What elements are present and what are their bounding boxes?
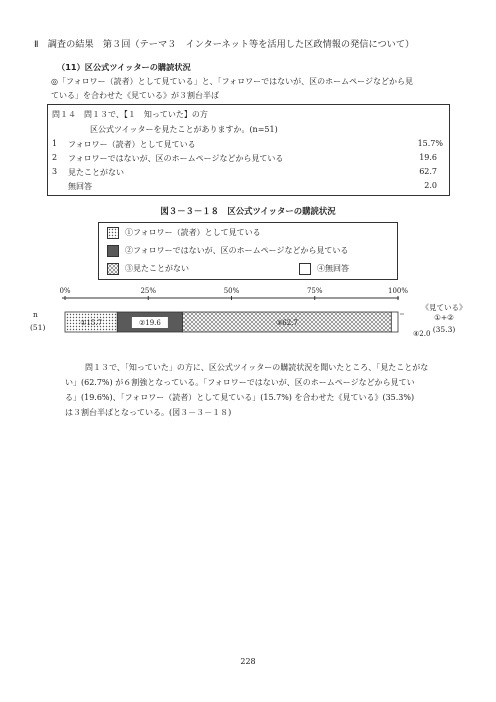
option-label-2: フォロワーではないが、区のホームページなどから見ている xyxy=(68,154,284,163)
lead-line-2: ている」を合わせた《見ている》が３割台半ば xyxy=(51,91,219,100)
n-label: n xyxy=(33,310,38,319)
legend-label-1: ①フォロワー（読者）として見ている xyxy=(125,228,261,237)
stacked-bar-chart xyxy=(0,286,496,346)
legend-swatch-4 xyxy=(299,263,311,275)
legend-label-2: ②フォロワーではないが、区のホームページなどから見ている xyxy=(125,246,349,255)
annotation-line-1: 《見ている》 xyxy=(421,303,467,312)
option-pct-2: 19.6 xyxy=(419,153,437,162)
question-line-1: 問１４ 問１３で、【１ 知っていた】の方 xyxy=(52,110,208,119)
chart-legend xyxy=(98,222,398,280)
data-label-4: ④2.0 xyxy=(413,330,431,338)
body-line-4: は３割台半ばとなっている。(図３－３－１８) xyxy=(65,408,232,417)
bar-segment-4 xyxy=(391,312,398,332)
page-number: 228 xyxy=(240,657,256,666)
option-pct-3: 62.7 xyxy=(419,167,437,176)
option-label-1: フォロワー（読者）として見ている xyxy=(68,140,196,149)
legend-swatch-3 xyxy=(107,263,119,275)
option-label-3: 見たことがない xyxy=(68,168,124,177)
body-line-3: る」(19.6%)、「フォロワー（読者）として見ている」(15.7%) を合わせた《見ている》(35.3%) xyxy=(65,393,415,402)
option-num-1: 1 xyxy=(52,139,58,148)
option-label-4: 無回答 xyxy=(68,182,92,191)
annotation-value: (35.3) xyxy=(432,325,456,334)
option-pct-1: 15.7% xyxy=(417,139,443,148)
body-line-2: い」(62.7%) が６割強となっている。「フォロワーではないが、区のホームページなどから見てい xyxy=(65,378,415,387)
chart-title: 図３－３－１８ 区公式ツイッターの購読状況 xyxy=(160,206,336,216)
option-pct-4: 2.0 xyxy=(424,181,437,190)
option-num-2: 2 xyxy=(52,153,58,162)
legend-swatch-2 xyxy=(107,245,119,257)
option-num-3: 3 xyxy=(52,167,58,176)
x-tick-label: 50% xyxy=(223,287,240,295)
question-line-2: 区公式ツイッターを見たことがありますか。(n=51) xyxy=(90,125,278,134)
annotation-line-2: ①+② xyxy=(434,313,454,322)
x-tick-label: 25% xyxy=(140,287,157,295)
question-box xyxy=(47,104,450,196)
body-line-1: 問１３で、「知っていた」の方に、区公式ツイッターの購読状況を聞いたところ、「見たことがな xyxy=(85,363,429,372)
x-tick-label: 0% xyxy=(59,287,71,295)
data-label-2: ②19.6 xyxy=(138,319,161,327)
legend-label-4: ④無回答 xyxy=(317,264,349,273)
legend-label-3: ③見たことがない xyxy=(125,264,189,273)
page-header: Ⅱ 調査の結果 第３回（テーマ３ インターネット等を活用した区政情報の発信について） xyxy=(34,39,415,50)
x-tick-label: 100% xyxy=(387,287,409,295)
legend-swatch-1 xyxy=(107,227,119,239)
category-label: (51) xyxy=(30,323,46,332)
section-title: （11）区公式ツイッターの購読状況 xyxy=(57,62,191,72)
data-label-1: ①15.7 xyxy=(80,319,103,327)
lead-line-1: ◎「フォロワー（読者）として見ている」と、「フォロワーではないが、区のホームページなどから見 xyxy=(51,77,414,86)
x-tick-label: 75% xyxy=(306,287,323,295)
data-label-3: ③62.7 xyxy=(276,319,298,327)
